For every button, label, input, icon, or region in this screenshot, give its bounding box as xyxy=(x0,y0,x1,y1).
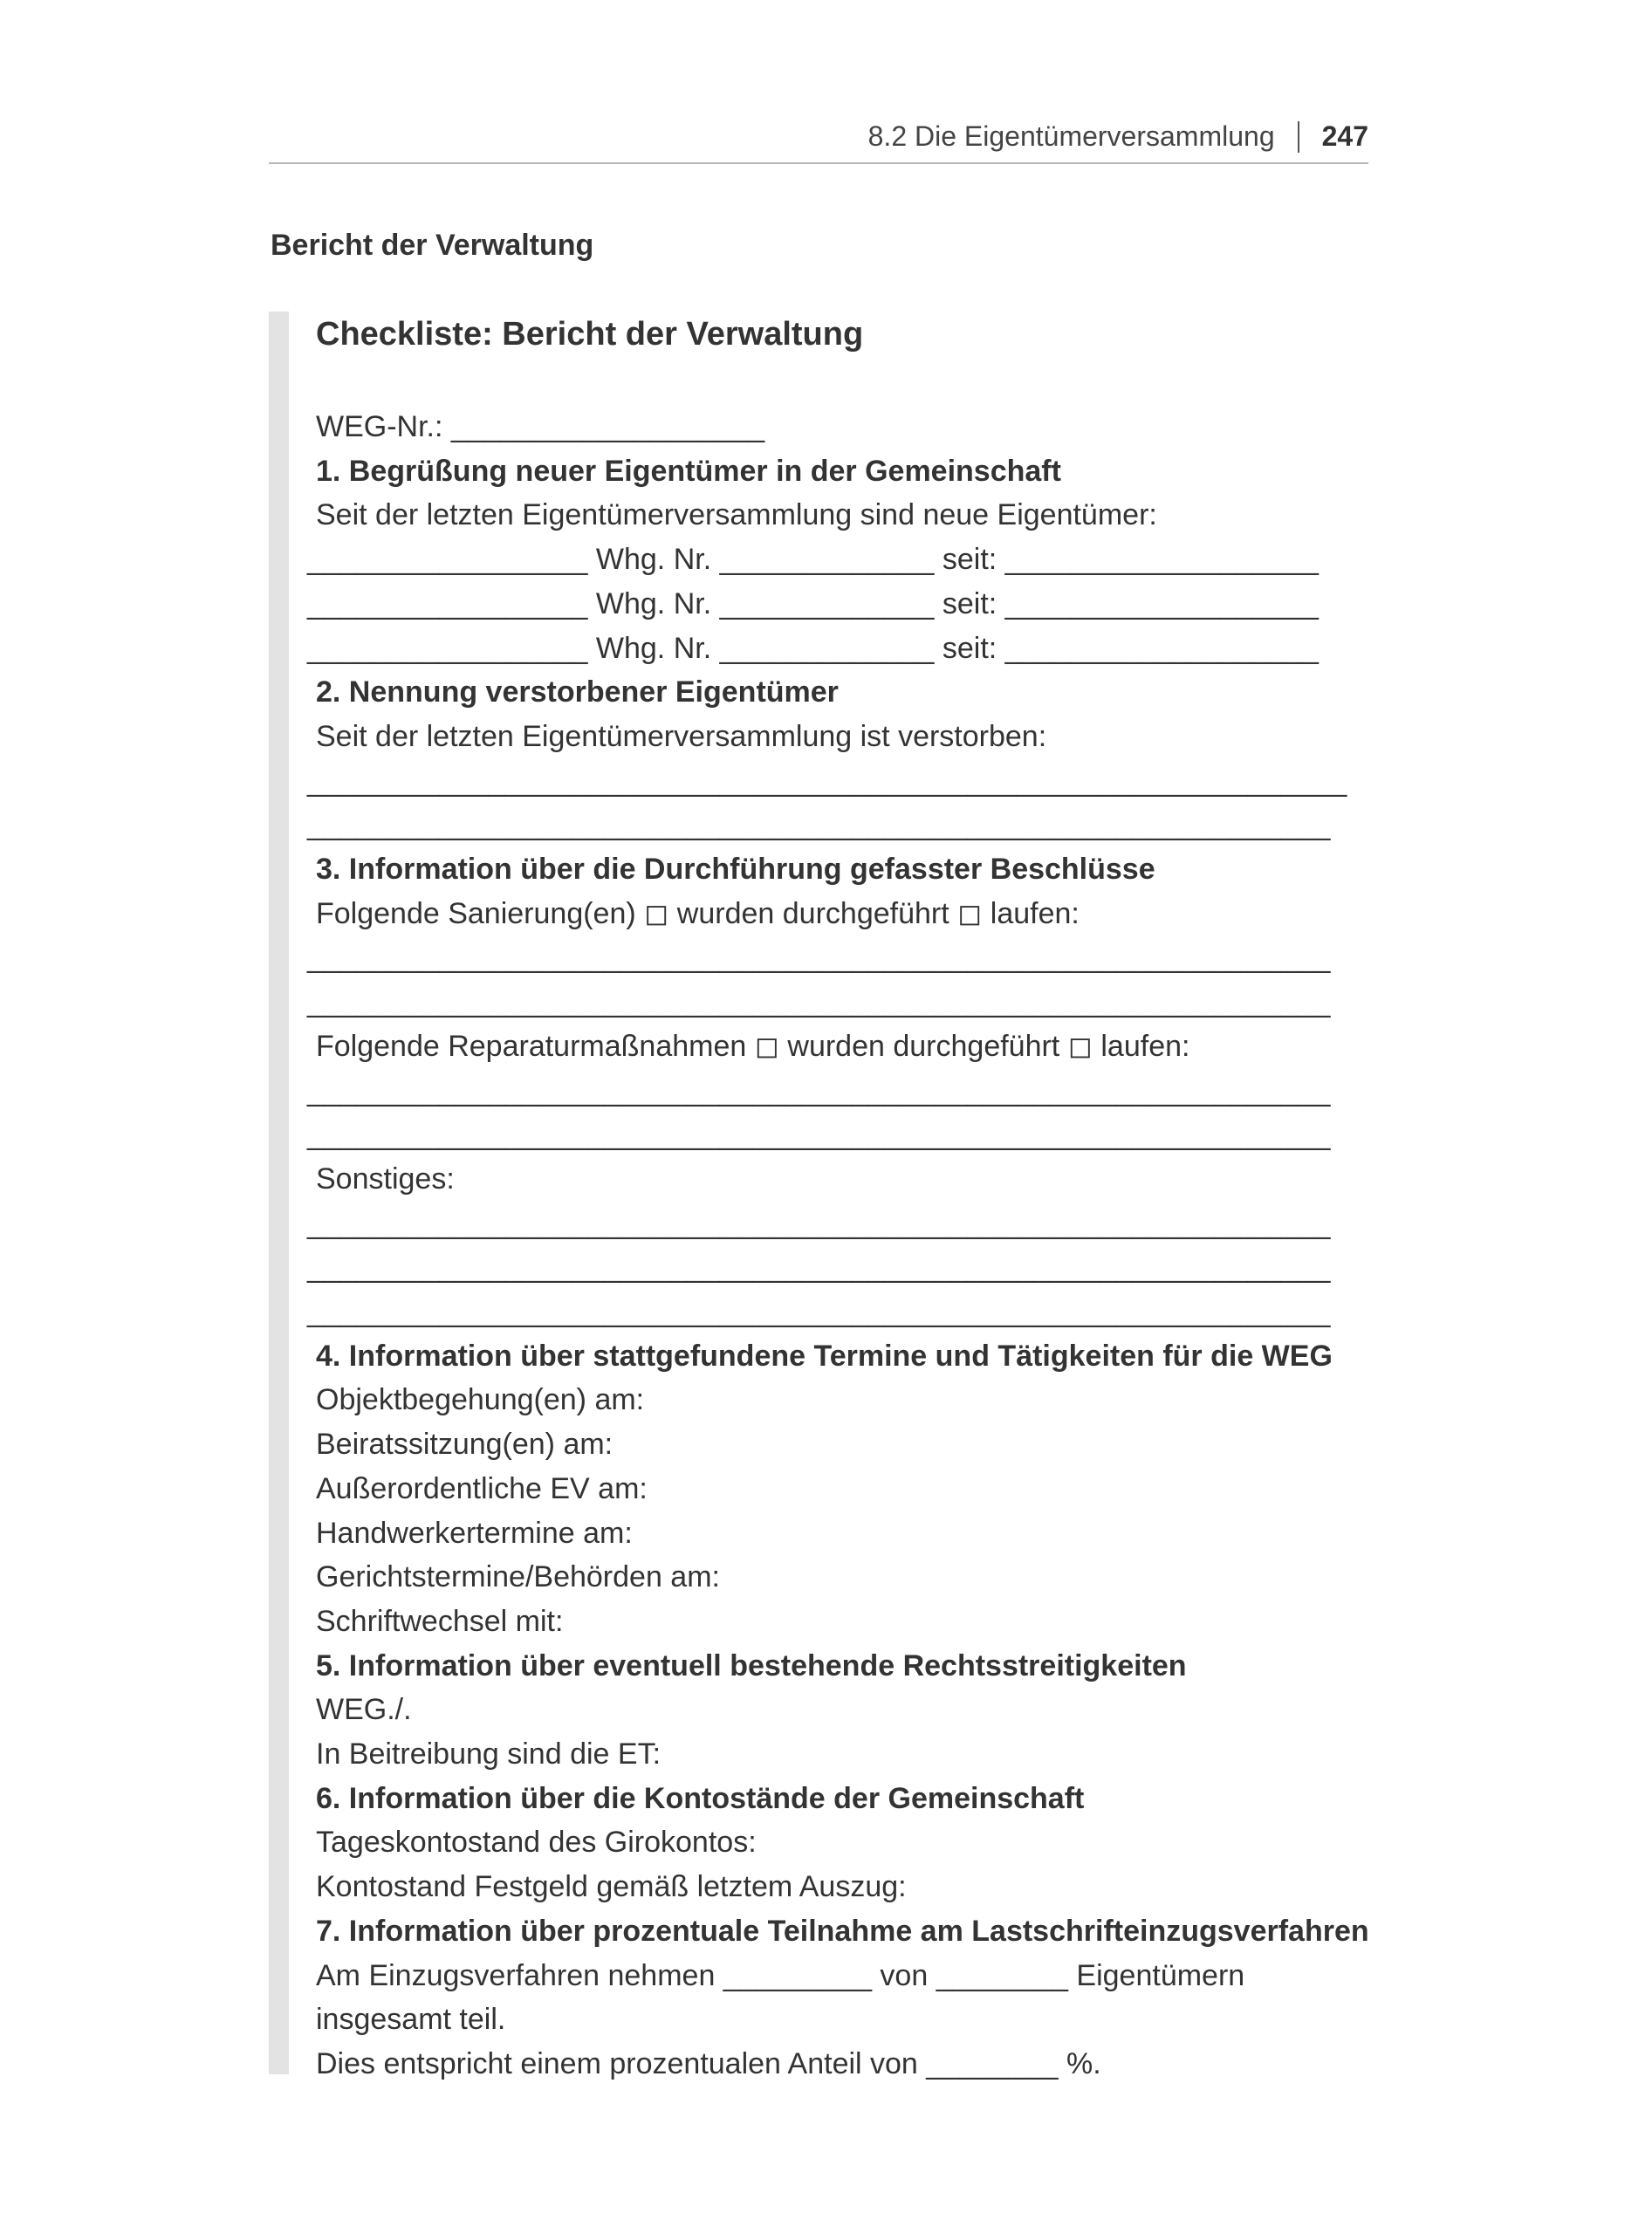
fill-in-blank-line: ______________________________________________________________ xyxy=(307,985,1331,1019)
fill-in-blank-line: _________________ Whg. Nr. _____________ seit: ___________________ xyxy=(307,543,1319,577)
checklist-item-heading: 2. Nennung verstorbener Eigentümer xyxy=(316,675,839,709)
checklist-item-heading: 1. Begrüßung neuer Eigentümer in der Gemeinschaft xyxy=(316,454,1061,488)
checklist-text-line: Außerordentliche EV am: xyxy=(316,1471,648,1505)
checklist-item-heading: 4. Information über stattgefundene Termine und Tätigkeiten für die WEG xyxy=(316,1339,1333,1373)
header-right xyxy=(868,120,1368,153)
fill-in-blank-line: ______________________________________________________________ xyxy=(307,1206,1331,1240)
checklist-side-bar xyxy=(269,312,289,2074)
checklist-text-line: Seit der letzten Eigentümerversammlung sind neue Eigentümer: xyxy=(316,498,1157,532)
checklist-text-line: Handwerkertermine am: xyxy=(316,1516,633,1550)
checklist-box xyxy=(297,311,1370,2082)
checklist-text-line: insgesamt teil. xyxy=(316,2003,506,2037)
checklist-text-line: Kontostand Festgeld gemäß letztem Auszug: xyxy=(316,1870,907,1904)
fill-in-blank-line: ______________________________________________________________ xyxy=(307,1118,1331,1152)
fill-in-blank-line: ______________________________________________________________ xyxy=(307,1073,1331,1107)
checklist-text-line: WEG-Nr.: ___________________ xyxy=(316,410,765,443)
checklist-text-line: Sonstiges: xyxy=(316,1162,455,1196)
checklist-item-heading: 6. Information über die Kontostände der Gemeinschaft xyxy=(316,1781,1085,1815)
section-heading: Bericht der Verwaltung xyxy=(271,229,594,262)
fill-in-blank-line: ______________________________________________________________ xyxy=(307,941,1331,975)
checklist-text-line: Dies entspricht einem prozentualen Anteil von ________ %. xyxy=(316,2046,1101,2080)
checklist-text-line: WEG./. xyxy=(316,1693,412,1727)
checklist-item-heading: 3. Information über die Durchführung gefasster Beschlüsse xyxy=(316,853,1155,886)
checklist-title: Checkliste: Bericht der Verwaltung xyxy=(316,316,864,353)
fill-in-blank-line: _________________ Whg. Nr. _____________ seit: ___________________ xyxy=(307,631,1319,665)
page-number: 247 xyxy=(1321,120,1368,152)
fill-in-blank-line: ______________________________________________________________ xyxy=(307,808,1331,842)
checklist-text-line: Gerichtstermine/Behörden am: xyxy=(316,1560,720,1594)
checklist-text-line: Objektbegehung(en) am: xyxy=(316,1383,645,1417)
checklist-text-line: Folgende Sanierung(en) ◻ wurden durchgeführt ◻ laufen: xyxy=(316,896,1080,930)
checklist-text-line: Tageskontostand des Girokontos: xyxy=(316,1826,757,1860)
checklist-item-heading: 7. Information über prozentuale Teilnahme am Lastschrifteinzugsverfahren xyxy=(316,1914,1369,1948)
checklist-text-line: Seit der letzten Eigentümerversammlung ist verstorben: xyxy=(316,719,1047,753)
checklist-text-line: Folgende Reparaturmaßnahmen ◻ wurden durchgeführt ◻ laufen: xyxy=(316,1029,1190,1063)
checklist-item-heading: 5. Information über eventuell bestehende Rechtsstreitigkeiten xyxy=(316,1648,1187,1682)
header-separator xyxy=(1298,121,1299,153)
fill-in-blank-line: ______________________________________________________________ xyxy=(307,1295,1331,1328)
checklist-text-line: Beiratssitzung(en) am: xyxy=(316,1428,614,1462)
checklist-text-line: Am Einzugsverfahren nehmen _________ von ________ Eigentümern xyxy=(316,1958,1245,1992)
chapter-title: 8.2 Die Eigentümerversammlung xyxy=(867,120,1275,152)
fill-in-blank-line: _______________________________________________________________ xyxy=(307,764,1347,798)
fill-in-blank-line: ______________________________________________________________ xyxy=(307,1251,1331,1285)
checklist-text-line: In Beitreibung sind die ET: xyxy=(316,1737,661,1771)
checklist-text-line: Schriftwechsel mit: xyxy=(316,1604,564,1638)
running-header xyxy=(269,112,1368,164)
fill-in-blank-line: _________________ Whg. Nr. _____________ seit: ___________________ xyxy=(307,586,1319,620)
